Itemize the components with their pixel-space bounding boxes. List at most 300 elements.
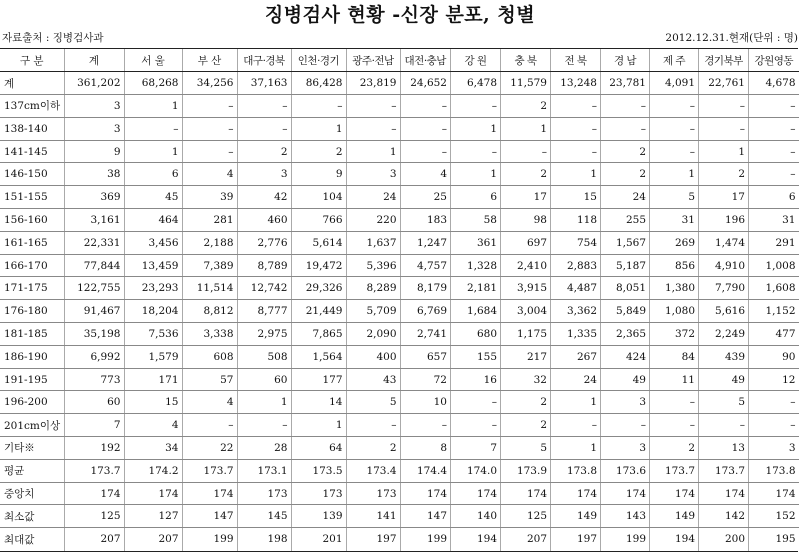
table-cell: 152: [749, 505, 799, 528]
table-cell: 1,335: [551, 323, 601, 346]
table-cell: 2,090: [346, 323, 400, 346]
table-cell: 1: [291, 414, 346, 437]
table-cell: 18,204: [124, 300, 182, 323]
table-cell: 194: [650, 528, 699, 551]
table-cell: 4: [182, 391, 237, 414]
table-cell: 1,474: [699, 231, 749, 254]
table-cell: 3: [64, 95, 124, 118]
column-header: 전 북: [551, 49, 601, 72]
table-row: [401, 254, 799, 277]
table-cell: 1: [699, 140, 749, 163]
table-cell: 1,564: [291, 345, 346, 368]
table-row: [401, 95, 799, 118]
table-cell: 15: [551, 186, 601, 209]
table-cell: 754: [551, 231, 601, 254]
table-cell: 291: [749, 231, 799, 254]
table-cell: –: [551, 414, 601, 437]
table-cell: 12: [749, 368, 799, 391]
table-cell: 7,389: [182, 254, 237, 277]
table-cell: 23,293: [124, 277, 182, 300]
row-label: 166-170: [0, 254, 64, 277]
table-cell: 3,456: [124, 231, 182, 254]
table-cell: –: [699, 117, 749, 140]
table-cell: 3,362: [551, 300, 601, 323]
table-cell: 2: [291, 140, 346, 163]
table-cell: –: [182, 95, 237, 118]
table-cell: 7,536: [124, 323, 182, 346]
table-row: [0, 231, 400, 254]
table-cell: 1: [650, 163, 699, 186]
table-cell: 7,865: [291, 323, 346, 346]
table-cell: 1: [291, 117, 346, 140]
column-header: 대구·경북: [237, 49, 291, 72]
table-cell: –: [291, 95, 346, 118]
table-row: [0, 482, 400, 505]
table-cell: 68,268: [124, 72, 182, 95]
table-cell: –: [650, 391, 699, 414]
table-row: [0, 186, 400, 209]
table-cell: 173.7: [182, 459, 237, 482]
table-cell: 142: [699, 505, 749, 528]
table-cell: 3: [237, 163, 291, 186]
table-cell: –: [346, 117, 400, 140]
table-row: [401, 391, 799, 414]
table-cell: 122,755: [64, 277, 124, 300]
table-cell: 98: [501, 209, 551, 232]
table-cell: 5,396: [346, 254, 400, 277]
table-cell: 60: [64, 391, 124, 414]
table-cell: 1: [451, 117, 501, 140]
table-cell: –: [124, 117, 182, 140]
table-row: [0, 140, 400, 163]
column-header: 인천·경기: [291, 49, 346, 72]
table-cell: 3,161: [64, 209, 124, 232]
table-cell: 2: [346, 437, 400, 460]
table-cell: 4: [401, 163, 451, 186]
table-cell: 174: [601, 482, 650, 505]
table-cell: –: [699, 95, 749, 118]
table-cell: 220: [346, 209, 400, 232]
table-row: [401, 345, 799, 368]
table-cell: 856: [650, 254, 699, 277]
table-cell: 90: [749, 345, 799, 368]
table-cell: –: [451, 414, 501, 437]
table-row: [0, 323, 400, 346]
table-row: [0, 72, 400, 95]
table-cell: 199: [401, 528, 451, 551]
table-cell: –: [237, 117, 291, 140]
table-row: [0, 209, 400, 232]
table-cell: 38: [64, 163, 124, 186]
table-cell: 1: [346, 140, 400, 163]
table-cell: 171: [124, 368, 182, 391]
table-cell: 77,844: [64, 254, 124, 277]
column-header: 계: [64, 49, 124, 72]
table-cell: –: [650, 117, 699, 140]
row-label: 191-195: [0, 368, 64, 391]
table-cell: 372: [650, 323, 699, 346]
table-cell: 28: [237, 437, 291, 460]
table-cell: 3: [601, 437, 650, 460]
table-cell: 1,637: [346, 231, 400, 254]
table-cell: 60: [237, 368, 291, 391]
table-cell: 24,652: [401, 72, 451, 95]
table-cell: 2,776: [237, 231, 291, 254]
table-cell: 173.9: [501, 459, 551, 482]
table-cell: 192: [64, 437, 124, 460]
table-cell: 64: [291, 437, 346, 460]
table-cell: 14: [291, 391, 346, 414]
table-cell: 174: [501, 482, 551, 505]
column-header: 충 북: [501, 49, 551, 72]
table-cell: 361,202: [64, 72, 124, 95]
table-cell: –: [551, 95, 601, 118]
table-cell: 1,008: [749, 254, 799, 277]
table-cell: 2: [501, 414, 551, 437]
table-cell: 194: [451, 528, 501, 551]
table-cell: 255: [601, 209, 650, 232]
right-header-row: [401, 49, 799, 72]
table-cell: 281: [182, 209, 237, 232]
table-cell: 173.4: [346, 459, 400, 482]
table-cell: 207: [501, 528, 551, 551]
table-cell: 155: [451, 345, 501, 368]
table-cell: 173.7: [64, 459, 124, 482]
table-cell: 174: [451, 482, 501, 505]
table-cell: 2,188: [182, 231, 237, 254]
table-cell: 42: [237, 186, 291, 209]
table-cell: –: [401, 117, 451, 140]
table-cell: 2,181: [451, 277, 501, 300]
table-cell: 269: [650, 231, 699, 254]
table-cell: 125: [501, 505, 551, 528]
table-cell: –: [749, 95, 799, 118]
table-cell: 6: [451, 186, 501, 209]
table-cell: 4: [124, 414, 182, 437]
table-cell: 4,757: [401, 254, 451, 277]
table-cell: 4,091: [650, 72, 699, 95]
table-cell: 57: [182, 368, 237, 391]
table-cell: 207: [64, 528, 124, 551]
table-cell: 84: [650, 345, 699, 368]
table-cell: –: [401, 95, 451, 118]
table-cell: 464: [124, 209, 182, 232]
table-row: [401, 277, 799, 300]
table-cell: 22,761: [699, 72, 749, 95]
row-label: 196-200: [0, 391, 64, 414]
table-cell: 125: [64, 505, 124, 528]
table-cell: 2: [650, 437, 699, 460]
left-table: [0, 49, 401, 551]
table-cell: 7: [451, 437, 501, 460]
column-header: 강 원: [451, 49, 501, 72]
table-cell: 196: [699, 209, 749, 232]
table-cell: 4: [182, 163, 237, 186]
table-cell: 2: [601, 163, 650, 186]
table-cell: 1,684: [451, 300, 501, 323]
table-cell: 177: [291, 368, 346, 391]
column-header: 서 울: [124, 49, 182, 72]
table-cell: 8,289: [346, 277, 400, 300]
table-cell: –: [451, 391, 501, 414]
table-cell: 173.6: [601, 459, 650, 482]
table-cell: 2,410: [501, 254, 551, 277]
table-cell: 149: [650, 505, 699, 528]
row-label: 계: [0, 72, 64, 95]
table-cell: 174: [182, 482, 237, 505]
table-cell: 3,338: [182, 323, 237, 346]
table-cell: 197: [551, 528, 601, 551]
table-cell: 6,992: [64, 345, 124, 368]
table-cell: 2,365: [601, 323, 650, 346]
table-cell: 361: [451, 231, 501, 254]
table-cell: 174.2: [124, 459, 182, 482]
table-cell: 45: [124, 186, 182, 209]
table-cell: 86,428: [291, 72, 346, 95]
table-cell: 8,812: [182, 300, 237, 323]
table-cell: 173.1: [237, 459, 291, 482]
table-row: [401, 72, 799, 95]
table-row: [401, 163, 799, 186]
left-header-row: [0, 49, 400, 72]
table-cell: 2,741: [401, 323, 451, 346]
table-cell: 1,579: [124, 345, 182, 368]
table-row: [0, 277, 400, 300]
table-cell: –: [346, 95, 400, 118]
table-cell: 5: [346, 391, 400, 414]
table-cell: 173.8: [551, 459, 601, 482]
table-cell: 173.7: [650, 459, 699, 482]
table-cell: 13,248: [551, 72, 601, 95]
table-cell: 8,179: [401, 277, 451, 300]
table-cell: 1: [551, 391, 601, 414]
table-cell: –: [650, 95, 699, 118]
table-cell: 1: [551, 437, 601, 460]
table-cell: 183: [401, 209, 451, 232]
table-cell: 39: [182, 186, 237, 209]
table-cell: –: [182, 140, 237, 163]
row-label: 186-190: [0, 345, 64, 368]
table-cell: 174.0: [451, 459, 501, 482]
row-label: 176-180: [0, 300, 64, 323]
table-cell: 1,380: [650, 277, 699, 300]
table-cell: 29,326: [291, 277, 346, 300]
table-row: [0, 437, 400, 460]
table-cell: –: [551, 117, 601, 140]
table-row: [0, 254, 400, 277]
table-cell: 37,163: [237, 72, 291, 95]
table-cell: 3,915: [501, 277, 551, 300]
table-cell: 10: [401, 391, 451, 414]
table-cell: –: [501, 140, 551, 163]
table-cell: –: [182, 414, 237, 437]
table-cell: 19,472: [291, 254, 346, 277]
table-row: [0, 117, 400, 140]
table-cell: 1: [551, 163, 601, 186]
table-cell: 2: [699, 163, 749, 186]
table-cell: 8,051: [601, 277, 650, 300]
table-cell: 11,514: [182, 277, 237, 300]
table-cell: 149: [551, 505, 601, 528]
table-cell: 49: [601, 368, 650, 391]
table-cell: 2: [237, 140, 291, 163]
table-cell: 460: [237, 209, 291, 232]
table-cell: 766: [291, 209, 346, 232]
table-cell: 31: [749, 209, 799, 232]
table-row: [0, 528, 400, 551]
table-cell: 369: [64, 186, 124, 209]
table-cell: 174: [699, 482, 749, 505]
table-cell: 23,781: [601, 72, 650, 95]
row-label: 137cm이하: [0, 95, 64, 118]
row-label: 최대값: [0, 528, 64, 551]
table-cell: 173.8: [749, 459, 799, 482]
table-cell: 72: [401, 368, 451, 391]
table-cell: 697: [501, 231, 551, 254]
table-cell: 32: [501, 368, 551, 391]
table-row: [0, 163, 400, 186]
row-label: 평균: [0, 459, 64, 482]
table-cell: –: [601, 414, 650, 437]
column-header: 경기북부: [699, 49, 749, 72]
table-row: [0, 345, 400, 368]
table-cell: 8,789: [237, 254, 291, 277]
unit-note: 2012.12.31.현재(단위 : 명): [665, 32, 798, 44]
table-cell: 1: [124, 95, 182, 118]
table-cell: 23,819: [346, 72, 400, 95]
data-table: [0, 48, 798, 552]
table-row: [401, 117, 799, 140]
table-cell: 1,152: [749, 300, 799, 323]
table-cell: 9: [64, 140, 124, 163]
table-cell: 6: [749, 186, 799, 209]
table-cell: 5: [650, 186, 699, 209]
table-cell: 139: [291, 505, 346, 528]
table-cell: 439: [699, 345, 749, 368]
table-cell: –: [401, 414, 451, 437]
table-cell: 3: [749, 437, 799, 460]
table-cell: 2,249: [699, 323, 749, 346]
table-cell: 201: [291, 528, 346, 551]
table-cell: 174: [551, 482, 601, 505]
row-label: 146-150: [0, 163, 64, 186]
table-cell: 22,331: [64, 231, 124, 254]
table-cell: 608: [182, 345, 237, 368]
table-cell: –: [551, 140, 601, 163]
table-row: [401, 459, 799, 482]
table-row: [401, 231, 799, 254]
table-cell: 49: [699, 368, 749, 391]
table-cell: –: [650, 414, 699, 437]
table-cell: 43: [346, 368, 400, 391]
row-label: 최소값: [0, 505, 64, 528]
row-label: 156-160: [0, 209, 64, 232]
table-cell: 140: [451, 505, 501, 528]
table-cell: 197: [346, 528, 400, 551]
row-label: 기타※: [0, 437, 64, 460]
table-cell: 3,004: [501, 300, 551, 323]
table-cell: –: [749, 140, 799, 163]
table-cell: 24: [551, 368, 601, 391]
table-cell: 174: [64, 482, 124, 505]
column-header: 구 분: [0, 49, 64, 72]
table-cell: 2: [501, 95, 551, 118]
table-cell: 5,187: [601, 254, 650, 277]
table-cell: 118: [551, 209, 601, 232]
table-cell: –: [749, 414, 799, 437]
source-note: 자료출처 : 징병검사과: [2, 32, 104, 44]
table-cell: 13,459: [124, 254, 182, 277]
table-cell: 2,883: [551, 254, 601, 277]
table-cell: 1,175: [501, 323, 551, 346]
table-cell: –: [346, 414, 400, 437]
table-row: [0, 368, 400, 391]
table-cell: 22: [182, 437, 237, 460]
table-cell: –: [699, 414, 749, 437]
table-cell: 207: [124, 528, 182, 551]
table-cell: 424: [601, 345, 650, 368]
table-cell: 141: [346, 505, 400, 528]
table-cell: –: [237, 95, 291, 118]
column-header: 경 남: [601, 49, 650, 72]
table-row: [0, 459, 400, 482]
table-cell: 7,790: [699, 277, 749, 300]
table-cell: –: [749, 163, 799, 186]
row-label: 181-185: [0, 323, 64, 346]
table-cell: 4,487: [551, 277, 601, 300]
table-row: [401, 323, 799, 346]
column-header: 부 산: [182, 49, 237, 72]
table-cell: –: [650, 140, 699, 163]
table-cell: 147: [401, 505, 451, 528]
table-cell: 5,709: [346, 300, 400, 323]
table-cell: 12,742: [237, 277, 291, 300]
table-cell: –: [749, 391, 799, 414]
row-label: 138-140: [0, 117, 64, 140]
row-label: 중앙치: [0, 482, 64, 505]
table-cell: 15: [124, 391, 182, 414]
table-cell: 1,247: [401, 231, 451, 254]
table-cell: 173: [346, 482, 400, 505]
table-cell: 195: [775, 533, 796, 546]
column-header: 제 주: [650, 49, 699, 72]
table-cell: 174: [650, 482, 699, 505]
table-row: [0, 95, 400, 118]
table-cell: 6,769: [401, 300, 451, 323]
table-cell: 8: [401, 437, 451, 460]
table-cell: –: [601, 95, 650, 118]
table-cell: 31: [650, 209, 699, 232]
table-row: [401, 368, 799, 391]
table-cell: 1,328: [451, 254, 501, 277]
table-row: [401, 414, 799, 437]
table-cell: 104: [291, 186, 346, 209]
table-cell: 173.7: [699, 459, 749, 482]
table-cell: 657: [401, 345, 451, 368]
table-cell: –: [451, 140, 501, 163]
table-row: [0, 300, 400, 323]
table-cell: 173: [237, 482, 291, 505]
table-cell: 1,080: [650, 300, 699, 323]
right-table: [401, 49, 799, 551]
table-cell: 3: [346, 163, 400, 186]
table-cell: 1: [501, 117, 551, 140]
table-cell: 2: [501, 163, 551, 186]
table-row: [0, 505, 400, 528]
table-cell: 508: [237, 345, 291, 368]
table-cell: 477: [749, 323, 799, 346]
table-cell: 145: [237, 505, 291, 528]
